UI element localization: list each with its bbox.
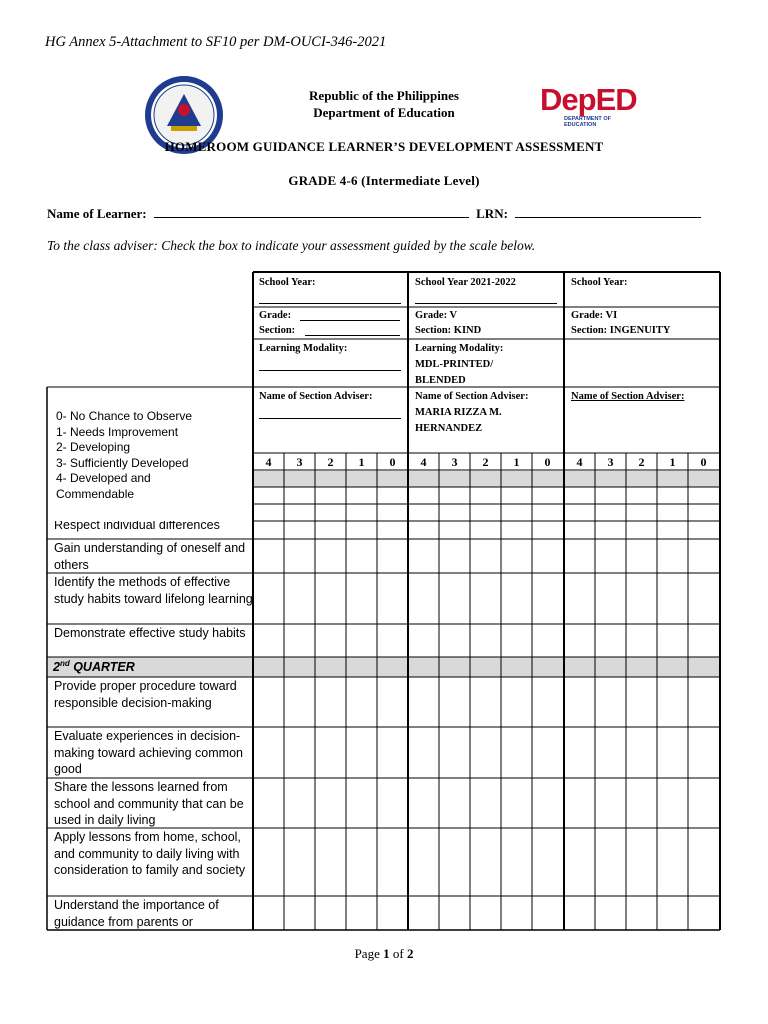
total-pages: 2 <box>406 946 414 961</box>
competency-text: Gain understanding of oneself and others <box>54 541 246 572</box>
col1-grade: Grade: <box>259 310 292 321</box>
competency-text: Identify the methods of effective study habits toward lifelong learning <box>54 575 253 606</box>
score-1: 1 <box>513 455 520 469</box>
competency-text: Evaluate experiences in decision-making toward achieving common good <box>54 729 243 776</box>
annex-reference: HG Annex 5-Attachment to SF10 per DM-OUCI-346-2021 <box>45 34 387 50</box>
competency-clip <box>48 521 253 538</box>
competency-text: Apply lessons from home, school, and community to daily living with consideration to family and society <box>54 830 246 877</box>
name-label: Name of Learner: <box>47 206 147 221</box>
legend-item: 4- Developed and <box>56 471 151 485</box>
republic-label: Republic of the Philippines <box>309 88 459 103</box>
col3-grade: Grade: VI <box>571 310 618 321</box>
col2-school-year-line[interactable] <box>415 303 557 304</box>
competency-text: Demonstrate effective study habits <box>54 626 246 640</box>
score-0: 0 <box>544 455 551 469</box>
competency-text: Share the lessons learned from school and community that can be used in daily living <box>54 780 244 827</box>
deped-logo-text: DepED <box>540 82 637 117</box>
score-3: 3 <box>451 455 458 469</box>
col1-adviser-line[interactable] <box>259 418 401 419</box>
col1-grade-line[interactable] <box>300 320 400 321</box>
score-2: 2 <box>482 455 489 469</box>
col1-section: Section: <box>259 325 296 336</box>
quarter-number: 2 <box>53 660 60 675</box>
col2-modality-value: MDL-PRINTED/ BLENDED <box>415 359 494 386</box>
col2-adviser-value: MARIA RIZZA M. HERNANDEZ <box>415 407 502 434</box>
col1-modality-label: Learning Modality: <box>259 343 348 354</box>
page-prefix: Page <box>354 946 384 961</box>
col2-section: Section: KIND <box>415 325 482 336</box>
deped-logo-subtext: DEPARTMENT OF EDUCATION <box>564 116 611 128</box>
page-title: HOMEROOM GUIDANCE LEARNER’S DEVELOPMENT ASSESSMENT <box>164 139 604 154</box>
col3-section: Section: INGENUITY <box>571 325 671 336</box>
score-1: 1 <box>669 455 676 469</box>
col1-school-year-line[interactable] <box>259 303 401 304</box>
score-3: 3 <box>296 455 303 469</box>
col1-modality-line[interactable] <box>259 370 401 371</box>
score-2: 2 <box>327 455 334 469</box>
score-4: 4 <box>420 455 427 469</box>
score-3: 3 <box>607 455 614 469</box>
score-1: 1 <box>358 455 365 469</box>
score-2: 2 <box>638 455 645 469</box>
col1-adviser-label: Name of Section Adviser: <box>259 391 373 402</box>
instructions: To the class adviser: Check the box to indicate your assessment guided by the scale below. <box>47 238 536 253</box>
quarter-suffix: nd <box>59 659 70 668</box>
score-0: 0 <box>389 455 396 469</box>
current-page: 1 <box>383 946 390 961</box>
col2-grade: Grade: V <box>415 310 458 321</box>
legend-item: 0- No Chance to Observe <box>56 409 193 423</box>
lrn-label: LRN: <box>476 206 508 221</box>
score-4: 4 <box>576 455 583 469</box>
page-subtitle: GRADE 4-6 (Intermediate Level) <box>288 173 480 188</box>
col1-school-year: School Year: <box>259 277 316 288</box>
col3-adviser-label: Name of Section Adviser: <box>571 391 685 402</box>
legend-item: 3- Sufficiently Developed <box>56 456 189 470</box>
score-0: 0 <box>700 455 707 469</box>
competency-text: Understand the importance of guidance from parents or <box>54 898 219 929</box>
col1-section-line[interactable] <box>305 335 400 336</box>
competency-text: Respect individual differences <box>54 521 220 532</box>
legend-item: Commendable <box>56 487 135 501</box>
col2-school-year: School Year 2021-2022 <box>415 277 516 288</box>
competency-text: Provide proper procedure toward responsible decision-making <box>54 679 237 710</box>
col2-adviser-label: Name of Section Adviser: <box>415 391 529 402</box>
quarter-label: QUARTER <box>69 660 135 675</box>
page-number <box>0 946 768 962</box>
department-label: Department of Education <box>313 105 455 120</box>
score-4: 4 <box>265 455 272 469</box>
col3-school-year: School Year: <box>571 277 628 288</box>
legend-item: 2- Developing <box>56 440 131 454</box>
col2-modality-label: Learning Modality: <box>415 343 504 354</box>
page-of: of <box>389 946 407 961</box>
legend-item: 1- Needs Improvement <box>56 425 179 439</box>
quarter-2-heading <box>53 659 135 674</box>
